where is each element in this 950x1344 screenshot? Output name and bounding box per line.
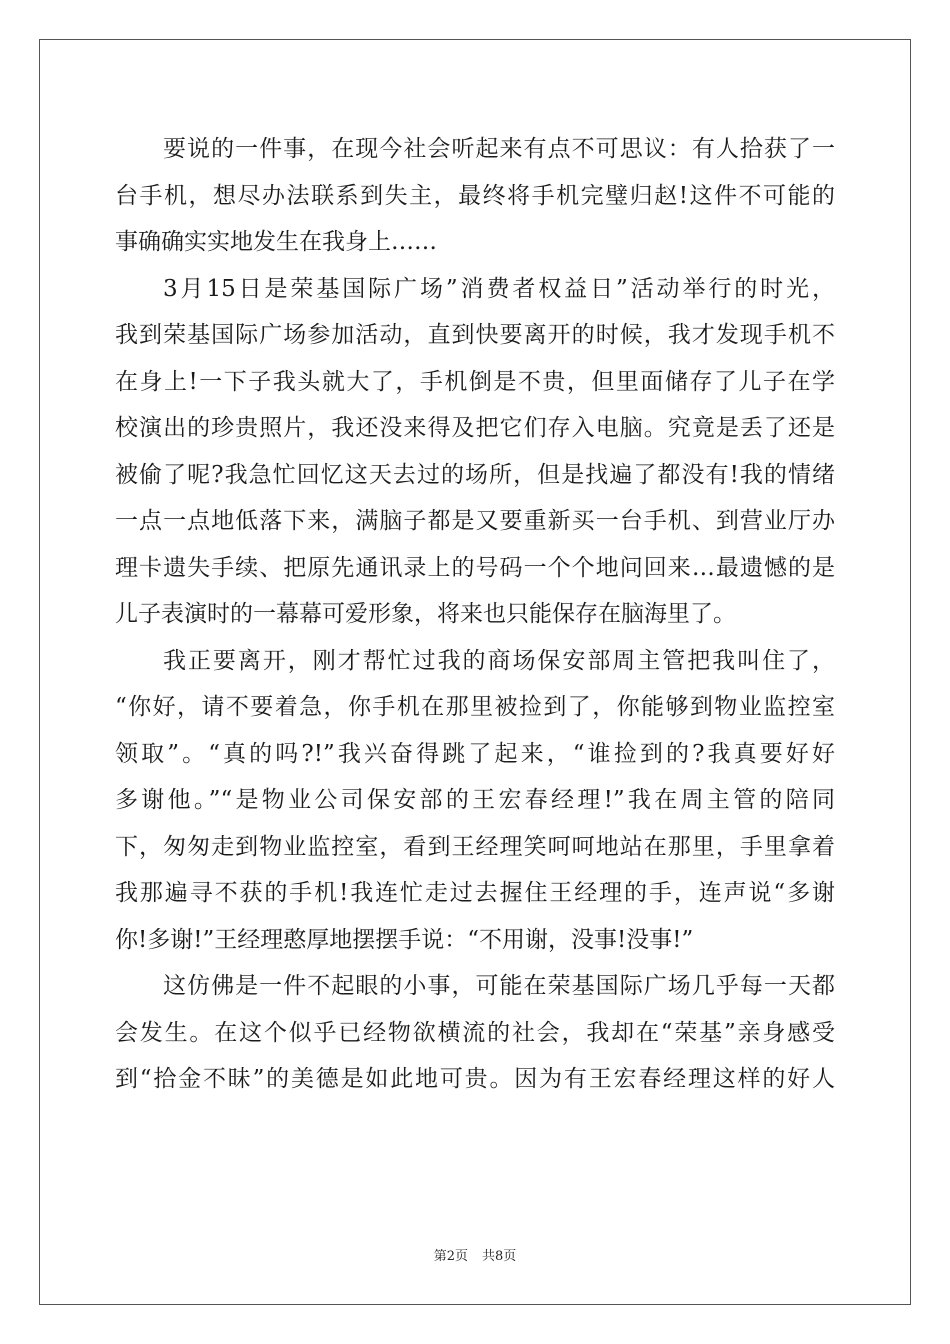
paragraph-3-line-2: “你好，请不要着急，你手机在那里被捡到了，你能够到物业监控室 <box>115 694 835 720</box>
page-total: 共8页 <box>482 1249 517 1264</box>
paragraph-4-line-2: 会发生。在这个似乎已经物欲横流的社会，我却在“荣基”亲身感受 <box>115 1019 835 1046</box>
paragraph-1-line-3: 事确确实实地发生在我身上…… <box>115 229 437 255</box>
paragraph-2-line-5: 被偷了呢?我急忙回忆这天去过的场所，但是找遍了都没有!我的情绪 <box>115 461 835 488</box>
paragraph-3-line-3: 领取”。“真的吗?!”我兴奋得跳了起来，“谁捡到的?我真要好好 <box>115 740 835 767</box>
paragraph-2-line-8: 儿子表演时的一幕幕可爱形象，将来也只能保存在脑海里了。 <box>115 601 736 627</box>
paragraph-2-line-3: 在身上!一下子我头就大了，手机倒是不贵，但里面储存了儿子在学 <box>115 368 835 395</box>
paragraph-3-line-5: 下，匆匆走到物业监控室，看到王经理笑呵呵地站在那里，手里拿着 <box>115 833 835 860</box>
paragraph-2-line-7: 理卡遗失手续、把原先通讯录上的号码一个个地问回来…最遗憾的是 <box>115 554 835 581</box>
paragraph-3-line-4: 多谢他。”“是物业公司保安部的王宏春经理!”我在周主管的陪同 <box>115 787 835 813</box>
paragraph-2-line-4: 校演出的珍贵照片，我还没来得及把它们存入电脑。究竟是丢了还是 <box>115 415 835 441</box>
paragraph-3-line-7: 你!多谢!”王经理憨厚地摆摆手说：“不用谢，没事!没事!” <box>115 926 694 953</box>
paragraph-3-line-1: 我正要离开，刚才帮忙过我的商场保安部周主管把我叫住了， <box>163 647 835 674</box>
paragraph-2-line-1: 3月15日是荣基国际广场”消费者权益日”活动举行的时光， <box>163 275 835 302</box>
paragraph-4-line-3: 到“拾金不昧”的美德是如此地可贵。因为有王宏春经理这样的好人 <box>115 1066 835 1092</box>
paragraph-2-line-6: 一点一点地低落下来，满脑子都是又要重新买一台手机、到营业厅办 <box>115 508 835 534</box>
paragraph-4-line-1: 这仿佛是一件不起眼的小事，可能在荣基国际广场几乎每一天都 <box>163 973 835 999</box>
paragraph-1-line-2: 台手机，想尽办法联系到失主，最终将手机完璧归赵!这件不可能的 <box>115 182 835 209</box>
paragraph-3-line-6: 我那遍寻不获的手机!我连忙走过去握住王经理的手，连声说“多谢 <box>115 880 835 906</box>
paragraph-1-line-1: 要说的一件事，在现今社会听起来有点不可思议：有人拾获了一 <box>163 136 835 162</box>
page-footer <box>0 1245 950 1264</box>
page-number: 第2页 <box>433 1249 468 1264</box>
document-body <box>115 126 835 1103</box>
paragraph-2-line-2: 我到荣基国际广场参加活动，直到快要离开的时候，我才发现手机不 <box>115 322 835 348</box>
